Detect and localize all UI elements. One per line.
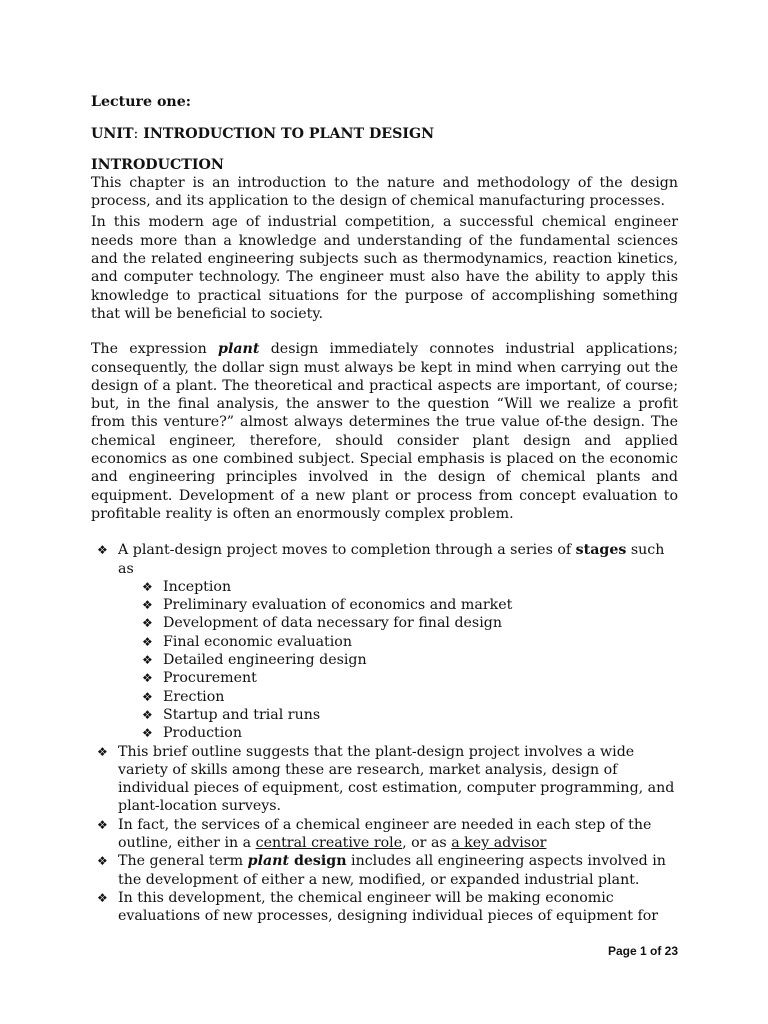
unit-heading-colon: : xyxy=(133,126,139,143)
underlined-text: central creative role xyxy=(255,834,403,851)
diamond-bullet-icon: ❖ xyxy=(142,616,153,631)
stage-label: Detailed engineering design xyxy=(163,652,367,669)
stages-list xyxy=(138,578,678,743)
stage-label: Production xyxy=(163,725,242,742)
section-heading: INTRODUCTION xyxy=(91,156,224,173)
unit-heading-prefix: UNIT xyxy=(91,126,134,143)
list-item xyxy=(91,816,678,853)
list-item xyxy=(91,743,678,816)
page-number: Page 1 of 23 xyxy=(607,944,678,958)
emphasis-plant: plant xyxy=(247,853,290,870)
emphasis-design: design xyxy=(289,853,347,870)
emphasis-plant: plant xyxy=(218,341,260,358)
bullet-list xyxy=(91,541,678,925)
text-run: This brief outline suggests that the plant-design project involves a wide variety of skills among these are research, market analysis, design of individual pieces of equipment, cost estimation, computer programming, and plant-location surveys. xyxy=(118,743,675,815)
text-run: includes all engineering aspects involved in the development of either a new, modified, or expanded industrial plant. xyxy=(118,853,666,888)
diamond-bullet-icon: ❖ xyxy=(97,890,108,905)
stage-item xyxy=(138,651,678,669)
stage-item xyxy=(138,688,678,706)
diamond-bullet-icon: ❖ xyxy=(97,744,108,759)
diamond-bullet-icon: ❖ xyxy=(97,817,108,832)
diamond-bullet-icon: ❖ xyxy=(142,671,153,686)
diamond-bullet-icon: ❖ xyxy=(97,543,108,558)
diamond-bullet-icon: ❖ xyxy=(97,854,108,869)
paragraph-intro: This chapter is an introduction to the nature and methodology of the design process, and its application to the design of chemical manufacturing processes. xyxy=(91,174,678,210)
stage-label: Erection xyxy=(163,688,225,705)
paragraph-competition: In this modern age of industrial competition, a successful chemical engineer needs more than a knowledge and understanding of the fundamental sciences and the related engineering subjects such as thermodynamics, reaction kinetics, and computer technology. The engineer must also have the ability to apply this knowledge to practical situations for the purpose of accomplishing something that will be beneficial to society. xyxy=(91,214,678,322)
text-run: The expression xyxy=(91,341,219,358)
list-item xyxy=(91,541,678,742)
list-item xyxy=(91,889,678,926)
stage-item xyxy=(138,578,678,596)
stage-label: Startup and trial runs xyxy=(163,706,321,723)
stage-label: Final economic evaluation xyxy=(163,633,352,650)
text-run: , or as xyxy=(402,834,452,851)
text-run: In fact, the services of a chemical engineer are needed in each step of the outline, either in a xyxy=(118,816,652,851)
stage-label: Development of data necessary for final design xyxy=(163,615,502,632)
diamond-bullet-icon: ❖ xyxy=(142,579,153,594)
diamond-bullet-icon: ❖ xyxy=(142,689,153,704)
text-run: A plant-design project moves to completion through a series of xyxy=(118,542,576,559)
stage-item xyxy=(138,706,678,724)
underlined-text: a key advisor xyxy=(451,834,547,851)
text-run: such as xyxy=(118,542,665,577)
stage-label: Preliminary evaluation of economics and market xyxy=(163,597,513,614)
text-run: The general term xyxy=(118,853,248,870)
diamond-bullet-icon: ❖ xyxy=(142,653,153,668)
unit-heading-title: INTRODUCTION TO PLANT DESIGN xyxy=(138,126,435,143)
stage-item xyxy=(138,614,678,632)
stage-label: Procurement xyxy=(163,670,257,687)
diamond-bullet-icon: ❖ xyxy=(142,707,153,722)
stage-item xyxy=(138,669,678,687)
lecture-heading: Lecture one: xyxy=(91,94,191,110)
paragraph-plant-design xyxy=(91,340,678,523)
diamond-bullet-icon: ❖ xyxy=(142,598,153,613)
text-run: In this development, the chemical engineer will be making economic evaluations of new processes, designing individual pieces of equipment for xyxy=(118,889,659,925)
page-content xyxy=(91,93,678,925)
stage-item xyxy=(138,633,678,651)
emphasis-stages: stages xyxy=(575,542,627,559)
diamond-bullet-icon: ❖ xyxy=(142,634,153,649)
text-run: design immediately connotes industrial applications; consequently, the dollar sign must always be kept in mind when carrying out the design of a plant. The theoretical and practical aspects are important, of course; but, in the final analysis, the answer to the question “Will we realize a profit from this venture?” almost always determines the true value of-the design. The chemical engineer, therefore, should consider plant design and applied economics as one combined subject. Special emphasis is placed on the economic and engineering principles involved in the design of chemical plants and equipment. Development of a new plant or process from concept evaluation to profitable reality is often an enormously complex problem. xyxy=(91,341,678,522)
stage-item xyxy=(138,596,678,614)
diamond-bullet-icon: ❖ xyxy=(142,726,153,741)
unit-heading xyxy=(91,125,678,143)
stage-label: Inception xyxy=(163,578,232,595)
stage-item xyxy=(138,724,678,742)
list-item xyxy=(91,852,678,889)
